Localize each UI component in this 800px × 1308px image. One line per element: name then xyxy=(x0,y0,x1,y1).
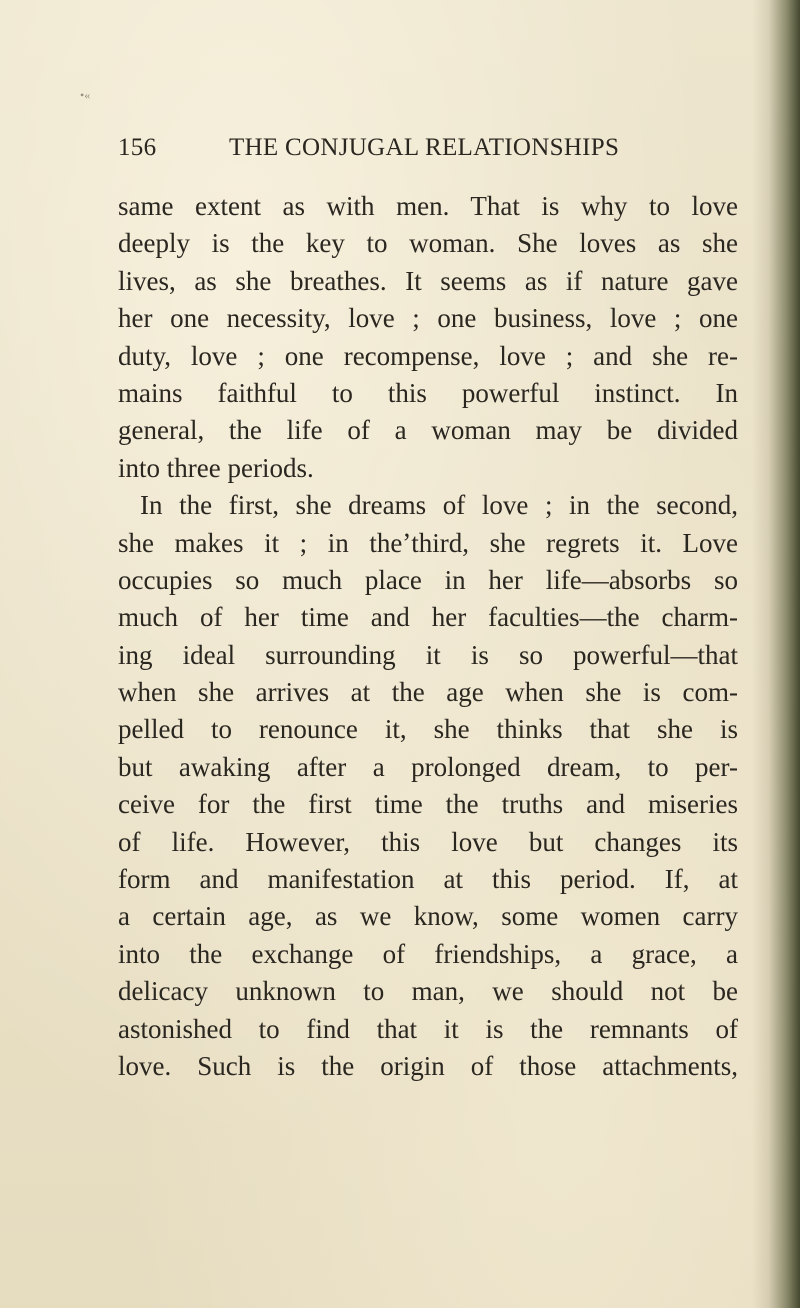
text-line: love. Such is the origin of those attachments, xyxy=(118,1050,738,1081)
text-line: a certain age, as we know, some women carry xyxy=(118,901,738,932)
text-line: astonished to find that it is the remnants of xyxy=(118,1013,738,1044)
page-number: 156 xyxy=(118,134,157,161)
text-line: she makes it ; in theʼthird, she regrets it. Love xyxy=(118,527,738,558)
text-line: into the exchange of friendships, a grace, a xyxy=(118,938,738,969)
text-line: when she arrives at the age when she is com- xyxy=(118,677,738,708)
page-edge-shadow xyxy=(752,0,800,1308)
text-line: much of her time and her faculties—the charm- xyxy=(118,602,738,633)
text-line: pelled to renounce it, she thinks that she is xyxy=(118,714,738,745)
text-line: deeply is the key to woman. She loves as she xyxy=(118,228,738,259)
text-line: duty, love ; one recompense, love ; and she re- xyxy=(118,340,738,371)
running-head xyxy=(118,134,718,170)
text-line: form and manifestation at this period. If, at xyxy=(118,864,738,895)
text-line: ceive for the first time the truths and miseries xyxy=(118,789,738,820)
text-line: but awaking after a prolonged dream, to per- xyxy=(118,751,738,782)
text-line: general, the life of a woman may be divided xyxy=(118,415,738,446)
text-line: same extent as with men. That is why to love xyxy=(118,191,738,221)
text-line: delicacy unknown to man, we should not be xyxy=(118,976,738,1007)
margin-mark: •« xyxy=(80,88,91,102)
text-line: mains faithful to this powerful instinct. In xyxy=(118,377,738,408)
text-line: lives, as she breathes. It seems as if nature gave xyxy=(118,265,738,296)
text-line: occupies so much place in her life—absorbs so xyxy=(118,564,738,595)
running-head-title: THE CONJUGAL RELATIONSHIPS xyxy=(229,134,620,161)
text-line: her one necessity, love ; one business, love ; one xyxy=(118,303,738,334)
body-text xyxy=(118,188,738,1085)
text-line: of life. However, this love but changes its xyxy=(118,826,738,857)
text-line: into three periods. xyxy=(118,452,314,483)
text-line: In the first, she dreams of love ; in the second, xyxy=(140,490,738,521)
text-line: ing ideal surrounding it is so powerful—that xyxy=(118,639,738,670)
